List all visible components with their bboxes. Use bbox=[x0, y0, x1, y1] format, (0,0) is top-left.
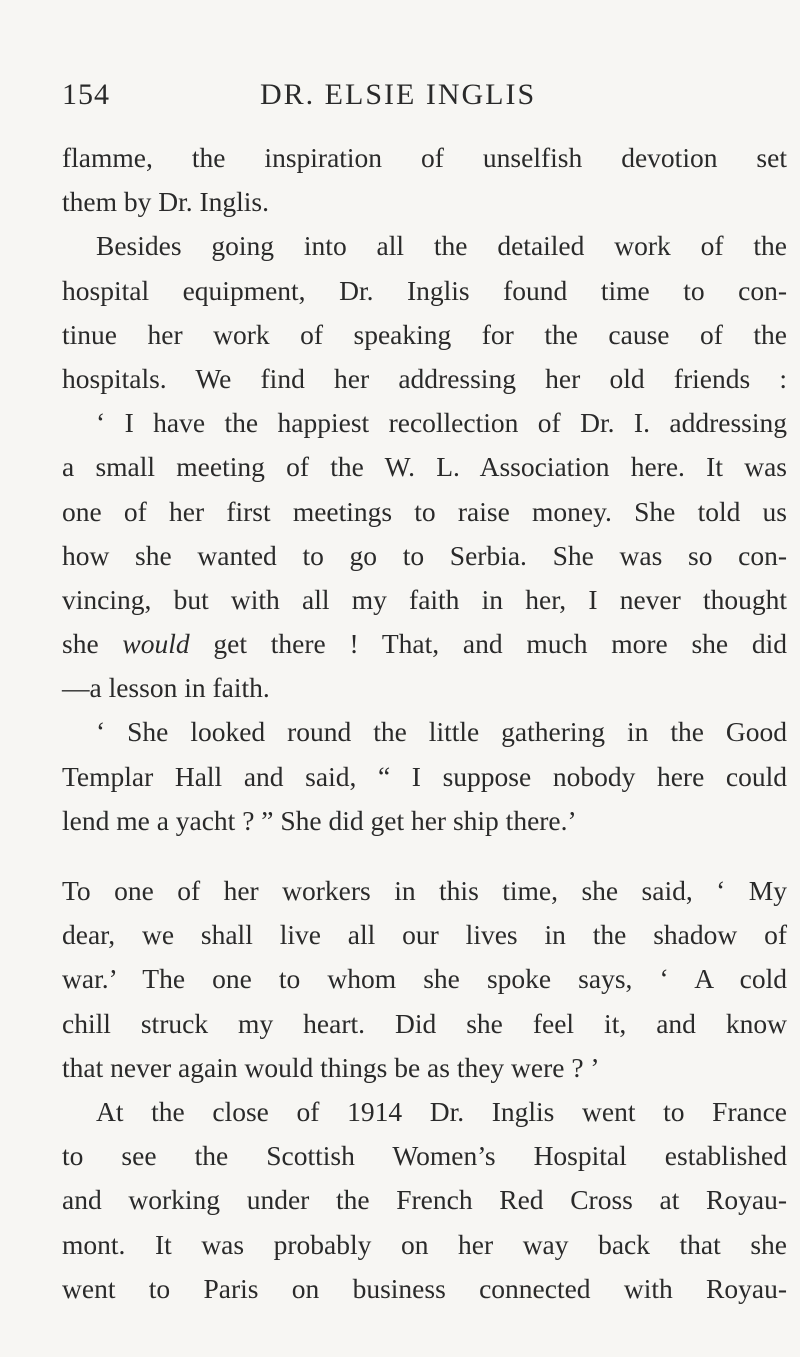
quote-line: one of her first meetings to raise money. She told us bbox=[62, 495, 787, 527]
quote-line: —a lesson in faith. bbox=[62, 672, 270, 704]
book-page bbox=[62, 0, 787, 1357]
text-line: flamme, the inspiration of unselfish devotion set bbox=[62, 142, 787, 173]
text-line: To one of her workers in this time, she said, ‘ My bbox=[62, 875, 787, 906]
italic-word: would bbox=[122, 628, 190, 660]
body-text bbox=[62, 136, 787, 1311]
text-line: to see the Scottish Women’s Hospital established bbox=[62, 1140, 787, 1172]
running-head: DR. ELSIE INGLIS bbox=[260, 78, 537, 111]
quote-line: vincing, but with all my faith in her, I never thought bbox=[62, 583, 787, 615]
quote-line: ‘ She looked round the little gathering in the Good bbox=[96, 716, 787, 748]
quote-line: ‘ I have the happiest recollection of Dr. I. addressing bbox=[96, 407, 787, 439]
quote-line: Templar Hall and said, “ I suppose nobody here could bbox=[62, 760, 787, 792]
quote-line: lend me a yacht ? ” She did get her ship there.’ bbox=[62, 804, 577, 836]
text-fragment: get there ! That, and much more she did bbox=[189, 628, 787, 660]
quote-line: how she wanted to go to Serbia. She was so con- bbox=[62, 539, 787, 571]
text-line: dear, we shall live all our lives in the shadow of bbox=[62, 919, 787, 951]
text-line: that never again would things be as they were ? ’ bbox=[62, 1051, 600, 1083]
text-line: war.’ The one to whom she spoke says, ‘ A cold bbox=[62, 963, 787, 995]
text-line: chill struck my heart. Did she feel it, and know bbox=[62, 1007, 787, 1039]
page-number: 154 bbox=[62, 78, 110, 111]
quote-line: a small meeting of the W. L. Association here. It was bbox=[62, 451, 787, 483]
text-line: tinue her work of speaking for the cause of the bbox=[62, 318, 787, 350]
text-line: mont. It was probably on her way back that she bbox=[62, 1228, 787, 1260]
text-line: and working under the French Red Cross at Royau- bbox=[62, 1184, 787, 1216]
paragraph-gap bbox=[62, 843, 787, 869]
page-header bbox=[62, 78, 787, 118]
text-line: Besides going into all the detailed work of the bbox=[96, 230, 787, 262]
text-fragment: she bbox=[62, 628, 123, 660]
text-line: hospital equipment, Dr. Inglis found time to con- bbox=[62, 274, 787, 306]
text-line: At the close of 1914 Dr. Inglis went to France bbox=[96, 1095, 787, 1127]
text-line: went to Paris on business connected with Royau- bbox=[62, 1272, 787, 1304]
text-line: hospitals. We find her addressing her old friends : bbox=[62, 362, 787, 394]
text-line: them by Dr. Inglis. bbox=[62, 186, 270, 218]
quote-line bbox=[62, 622, 787, 666]
